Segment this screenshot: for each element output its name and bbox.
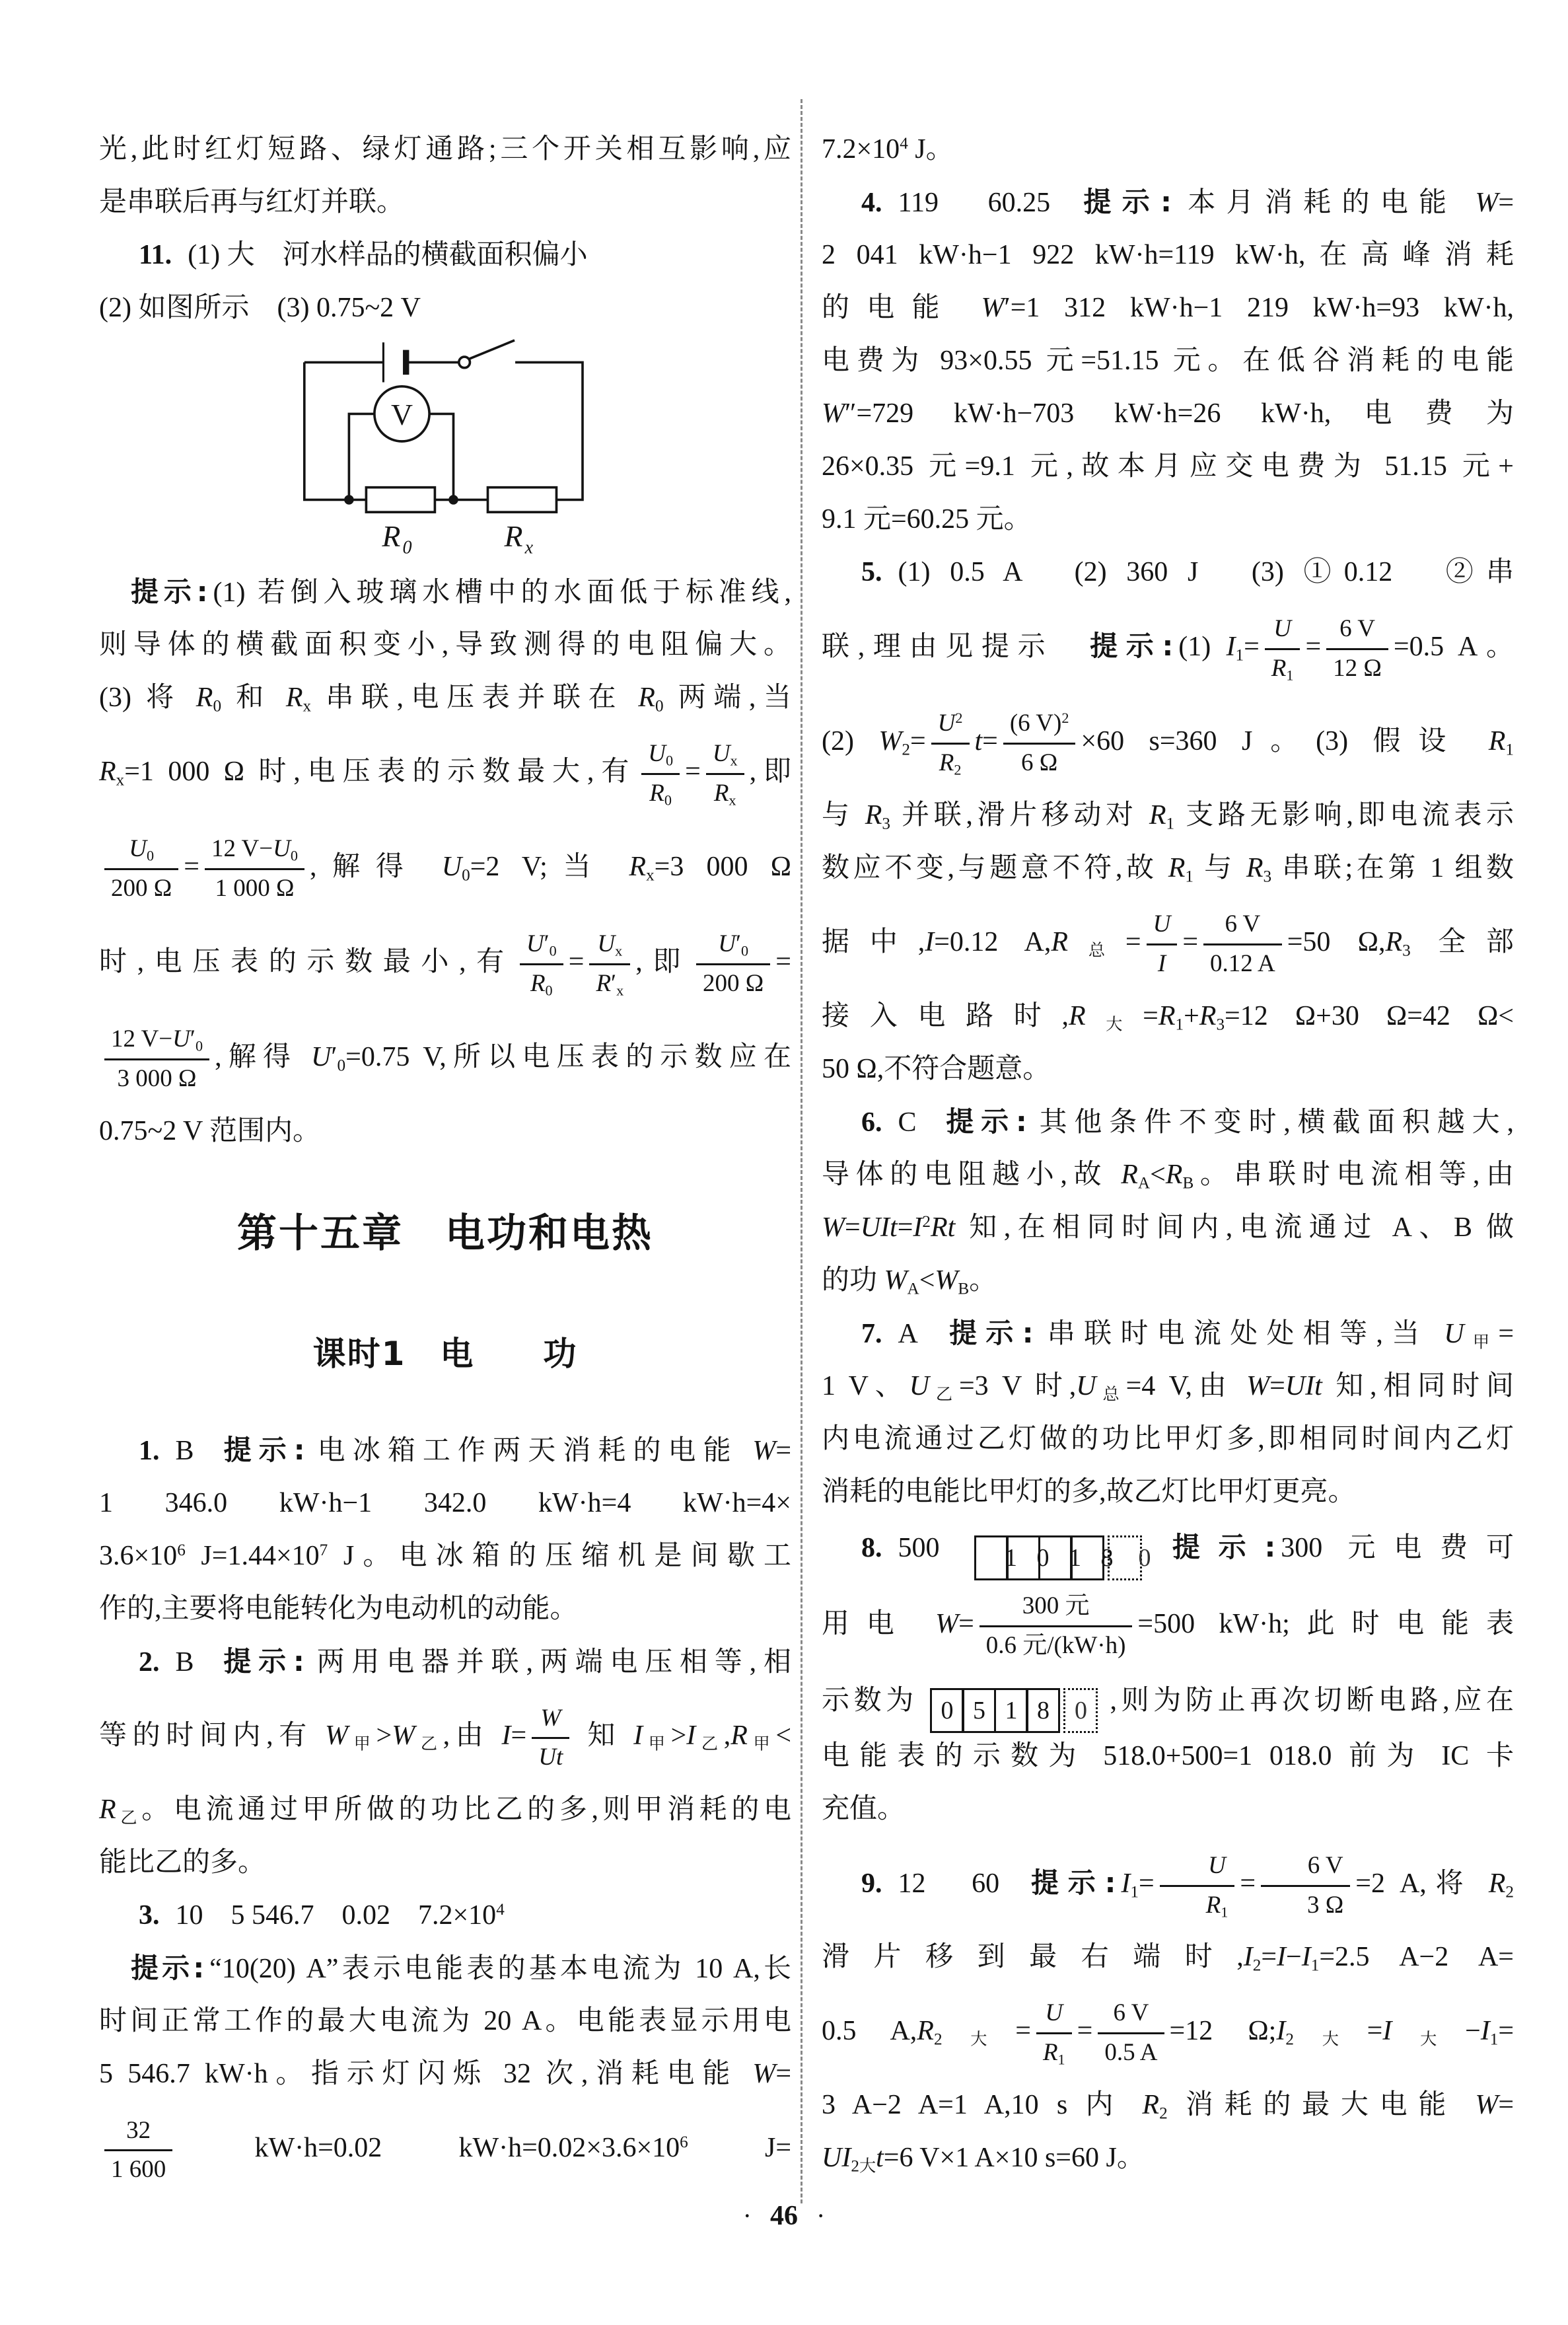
hint-label: 提示: [216, 1434, 305, 1467]
column-divider [801, 99, 802, 2203]
answer-text: (1) 大 河水样品的横截面积偏小 [188, 240, 588, 270]
formula-line [822, 694, 1514, 789]
text-run: $R_x=1$ 000 Ω 时,电压表的示数最大,有 [99, 757, 637, 790]
fraction-denominator: 3 000 Ω [117, 1064, 197, 1092]
fraction-numerator: 6 V [1261, 1851, 1350, 1887]
fraction-denominator: $R_1$ [1271, 654, 1294, 684]
circuit-wire [304, 362, 583, 499]
fraction-numerator: $U_0$ [641, 739, 680, 775]
hint-line [99, 1477, 791, 1530]
text-run: 时间正常工作的最大电流为 20 A。电能表显示用电 [99, 2006, 791, 2037]
hint-line [822, 842, 1514, 895]
fraction [1003, 708, 1076, 778]
right-column [822, 123, 1514, 2184]
fraction-numerator: U [1147, 909, 1178, 945]
fraction-denominator: $R_1$ [1042, 2038, 1065, 2068]
energy-meter-register [930, 1688, 1098, 1733]
hint-line [99, 671, 791, 724]
fraction-numerator: U [1265, 614, 1301, 650]
hint-line [822, 123, 1514, 176]
hint-label: 提示: [131, 575, 208, 608]
hint-label: 提示: [1022, 1866, 1116, 1899]
hint-line [99, 1105, 791, 1158]
fraction [1098, 1998, 1164, 2068]
answer-text: 12 60 [898, 1868, 1000, 1899]
formula-line [822, 1983, 1514, 2079]
text-run: 电冰箱工作两天消耗的电能 W= [310, 1436, 791, 1467]
meter-digit: 8 [1026, 1688, 1060, 1733]
fraction-numerator: $U'_0$ [520, 929, 563, 965]
fraction-numerator: 6 V [1326, 614, 1388, 650]
fraction-numerator: $U^2$ [931, 708, 970, 745]
fraction-denominator: $R'_x$ [596, 969, 624, 999]
answer-text: 500 [898, 1533, 940, 1563]
text-run: 充值。 [822, 1794, 906, 1824]
resistor-r0-symbol [366, 488, 435, 512]
formula-line [99, 914, 791, 1010]
fraction-denominator: 200 Ω [111, 874, 172, 902]
fraction-numerator: $U_x$ [706, 739, 744, 775]
fraction [104, 2116, 172, 2186]
hint-line [822, 281, 1514, 334]
text-run: 5 546.7 kW·h。指示灯闪烁 32 次,消耗电能 W= [99, 2059, 791, 2090]
fraction-denominator: 1 600 [111, 2156, 166, 2184]
hint-line [822, 1148, 1514, 1201]
text-run: 知 $I_甲>I_乙,R_甲<$ [575, 1720, 792, 1753]
fraction [1203, 909, 1282, 979]
fraction [589, 929, 630, 999]
resistor-r0-label: R [382, 519, 401, 554]
fraction-denominator: $R_1$ [1205, 1891, 1229, 1921]
fraction [520, 929, 563, 999]
text-run: (2) 如图所示 (3) 0.75~2 V [99, 293, 421, 323]
hint-line [822, 1931, 1514, 1983]
fraction-denominator: $R_0$ [530, 969, 553, 999]
text-run: 串联时电流处处相等,当 $U_甲=$ [1038, 1319, 1514, 1352]
fraction-numerator: 6 V [1203, 909, 1282, 945]
page-number: 46 [770, 2201, 798, 2231]
text-run: 1 346.0 kW·h−1 342.0 kW·h=4 kW·h=4× [99, 1488, 791, 1519]
hint-line [822, 334, 1514, 387]
text-run: “10(20) A”表示电能表的基本电流为 10 A,长 [209, 1954, 792, 1985]
question-number: 4. [861, 188, 882, 218]
text-run: ×60 s=360 J。(3) 假设 $R_1$ [1081, 726, 1514, 759]
text-run: 接入电路时$,R_大=R_1+R_3=12$ Ω+30 Ω=42 Ω< [822, 1001, 1514, 1034]
hint-line [822, 1783, 1514, 1835]
fraction-denominator: I [1157, 949, 1166, 977]
meter-decimal-digit: 0 [1108, 1535, 1142, 1580]
hint-line [822, 1254, 1514, 1307]
hint-label: 提示: [1090, 630, 1174, 662]
solution-text-line [99, 123, 791, 176]
meter-decimal-digit: 0 [1063, 1688, 1098, 1733]
question-1-answer [99, 1424, 791, 1477]
text-run: 消耗的电能比甲灯的多,故乙灯比甲灯更亮。 [822, 1477, 1356, 1507]
formula-line [822, 599, 1514, 694]
text-run: = [1240, 1868, 1256, 1899]
fraction [1326, 614, 1388, 684]
formula-line [99, 724, 791, 819]
fraction [931, 708, 970, 778]
question-number: 8. [861, 1533, 882, 1563]
hint-line [99, 566, 791, 618]
answer-text: (1) 0.5 A (2) 360 J (3) ①0.12 ②串 [898, 557, 1514, 587]
answer-text: B [175, 1436, 194, 1467]
text-run: 50 Ω,不符合题意。 [822, 1054, 1051, 1084]
fraction [104, 1024, 209, 1094]
hint-label: 提示: [940, 1317, 1034, 1349]
text-run: 电费为 93×0.55 元=51.15 元。在低谷消耗的电能 [822, 346, 1514, 376]
hint-line [822, 1360, 1514, 1413]
text-run: 内电流通过乙灯做的功比甲灯多,即相同时间内乙灯 [822, 1424, 1514, 1454]
text-run: 时,电压表的示数最小,有 [99, 947, 515, 977]
question-11-answer [99, 229, 791, 281]
circuit-diagram [273, 338, 617, 562]
text-run: ,解得 $U'_0=0.75$ V,所以电压表的示数应在 [215, 1042, 791, 1075]
fraction-denominator: $R_2$ [939, 749, 962, 778]
text-run: =50 $\Omega,R_3$ 全部 [1287, 927, 1514, 960]
hint-line [822, 1413, 1514, 1465]
text-run: 的功 $W_A<W_B$。 [822, 1265, 997, 1298]
text-run: =2 A,将 $R_2$ [1355, 1868, 1514, 1901]
page-footer [0, 2200, 1568, 2232]
fraction-numerator: $U'_0$ [696, 929, 770, 965]
fraction [696, 929, 770, 999]
text-run: 0.5 $A,R_{2大}=$ [822, 2016, 1031, 2049]
text-run: 0.75~2 V 范围内。 [99, 1116, 321, 1146]
hint-line [822, 387, 1514, 440]
fraction-numerator: U [1160, 1851, 1235, 1887]
text-run: =12 $\Omega;I_{2大}=I_大-I_1=$ [1169, 2016, 1515, 2049]
answer-text: B [175, 1647, 194, 1678]
fraction [1160, 1851, 1235, 1921]
formula-line [99, 2100, 791, 2196]
footer-dot: · [742, 2201, 752, 2231]
hint-line [822, 1730, 1514, 1783]
hint-line [822, 990, 1514, 1043]
meter-digit: 1 [994, 1688, 1028, 1733]
fraction [532, 1703, 569, 1773]
hint-line [99, 1582, 791, 1635]
hint-label: 提示: [939, 1105, 1027, 1138]
question-7-answer [822, 1307, 1514, 1360]
hint-line [99, 2048, 791, 2100]
fraction-denominator: 200 Ω [703, 969, 764, 997]
text-run: = [685, 757, 701, 787]
fraction-numerator: (6 V)$^2$ [1003, 708, 1076, 745]
text-run: 2 041 kW·h−1 922 kW·h=119 kW·h,在高峰消耗 [822, 240, 1514, 270]
text-run: $W=UIt=I^2Rt$ 知,在相同时间内,电流通过 A、B 做 [822, 1212, 1514, 1243]
hint-line [822, 229, 1514, 281]
text-run: $I_1=$ [1121, 1868, 1155, 1901]
fraction-numerator: W [532, 1703, 569, 1740]
text-run: 本月消耗的电能 W= [1176, 188, 1514, 218]
fraction-denominator: 3 Ω [1307, 1891, 1344, 1919]
text-run: 3 A−2 A=1 A,10 s 内 $R_2$ 消耗的最大电能 W= [822, 2090, 1514, 2123]
text-run: 是串联后再与红灯并联。 [99, 187, 405, 217]
text-run: ,即 [749, 757, 791, 787]
answer-text-line [99, 281, 791, 334]
answer-text: 联,理由见提示 [822, 632, 1054, 662]
fraction-denominator: 6 Ω [1021, 749, 1058, 776]
question-8-answer [822, 1518, 1514, 1576]
text-run: (3) 将 $R_0$ 和 $R_x$ 串联,电压表并联在 $R_0$ 两端,当 [99, 683, 791, 716]
question-6-answer [822, 1095, 1514, 1148]
formula-line [99, 1010, 791, 1105]
text-run: ,则为防止再次切断电路,应在 [1110, 1685, 1514, 1716]
text-run: = [1182, 927, 1199, 957]
text-run: t= [974, 726, 998, 757]
text-run: 则导体的横截面积变小,导致测得的电阻偏大。 [99, 630, 791, 660]
question-number: 9. [861, 1868, 882, 1899]
text-run: 数应不变,与题意不符,故 $R_1$ 与 $R_3$ 串联;在第 1 组数 [822, 853, 1514, 886]
hint-label: 提示: [1073, 186, 1172, 218]
formula-line [822, 1576, 1514, 1672]
fraction-denominator: 0.5 A [1104, 2038, 1158, 2066]
fraction [104, 834, 178, 904]
energy-meter-register [974, 1535, 1151, 1580]
hint-line [822, 2079, 1514, 2131]
chapter-heading: 第十五章 电功和电热 [237, 1210, 653, 1257]
question-3-answer [99, 1889, 791, 1942]
battery-icon [383, 342, 406, 382]
text-run: 用电 W= [822, 1609, 974, 1639]
junction-node [344, 495, 354, 505]
hint-line [99, 1836, 791, 1889]
text-run: kW·h=0.02 $kW\cdot h=0.02\times 3.6\times 10^6$ J= [178, 2133, 791, 2164]
fraction-numerator: 12 $V-U_0$ [205, 834, 304, 870]
question-number: 7. [861, 1319, 882, 1349]
question-2-answer [99, 1635, 791, 1688]
resistor-rx-label-sub: x [524, 537, 534, 558]
meter-digit: 0 [930, 1688, 964, 1733]
left-column [99, 123, 791, 2196]
fraction-denominator: 0.12 A [1210, 949, 1275, 977]
question-number: 1. [139, 1436, 160, 1467]
answer-text: 119 60.25 [898, 188, 1051, 218]
text-run: ,解得 $U_0=2$ V;当 $R_x=3$ 000 Ω [309, 852, 791, 885]
resistor-rx-label: R [504, 519, 523, 554]
answer-text: 10 5 546.7 0.02 $7.2\times 10^4$ [175, 1900, 505, 1931]
hint-line [822, 789, 1514, 842]
fraction [1036, 1998, 1072, 2068]
hint-line [99, 1995, 791, 2048]
fraction [980, 1591, 1133, 1661]
solution-text-line [99, 176, 791, 229]
text-run: 光,此时红灯短路、绿灯通路;三个开关相互影响,应 [99, 134, 791, 165]
text-run: $UI_{2大}t=6$ V×1 A×10 s=60 J。 [822, 2143, 1145, 2176]
hint-label: 提示: [216, 1645, 304, 1678]
voltmeter-label: V [390, 398, 413, 432]
answer-text: C [898, 1107, 917, 1138]
fraction-numerator: 300 元 [980, 1591, 1133, 1627]
answer-text: A [898, 1319, 918, 1349]
fraction-numerator: 12 $V-U'_0$ [104, 1024, 209, 1060]
question-9-answer [822, 1835, 1514, 1931]
resistor-rx-symbol [487, 488, 556, 512]
text-run: ,即 [635, 947, 692, 977]
formula-line [822, 895, 1514, 990]
hint-label: 提示: [1154, 1531, 1276, 1563]
hint-line [822, 440, 1514, 493]
fraction-denominator: 1 000 Ω [215, 874, 295, 902]
text-run: = [1077, 2016, 1093, 2046]
question-4-answer [822, 176, 1514, 229]
lesson-heading: 课时1 电 功 [312, 1334, 578, 1373]
text-run: =0.5 A。 [1393, 632, 1514, 662]
text-run: $7.2\times 10^4$ J。 [822, 134, 954, 165]
text-run: 据中,I=0.12 $A,R_总=$ [822, 927, 1141, 960]
fraction-numerator: $U_0$ [104, 834, 178, 870]
hint-label: 提示: [131, 1952, 205, 1985]
text-run: 1 V、$U_乙=3$ V 时$,U_总=4$ V,由 W=UIt 知,相同时间 [822, 1371, 1515, 1404]
formula-line [99, 1688, 791, 1783]
text-run: 示数为 [822, 1685, 918, 1716]
hint-line [822, 1043, 1514, 1095]
text-run: 的电能 W′=1 312 kW·h−1 219 kW·h=93 kW·h, [822, 293, 1514, 323]
text-run: 300 元电费可 [1281, 1533, 1514, 1563]
text-run: 其他条件不变时,横截面积越大, [1032, 1107, 1514, 1138]
text-run: 与 $R_3$ 并联,滑片移动对 $R_1$ 支路无影响,即电流表示 [822, 800, 1514, 833]
fraction-denominator: $R_x$ [713, 779, 736, 809]
text-run: 9.1 元=60.25 元。 [822, 504, 1032, 535]
hint-line [99, 1942, 791, 1995]
hint-line [822, 1672, 1514, 1730]
fraction [205, 834, 304, 904]
fraction [706, 739, 744, 809]
fraction-numerator: U [1036, 1998, 1072, 2034]
meter-digit: 8 [1070, 1535, 1104, 1580]
text-run: (2) $W_2=$ [822, 726, 926, 759]
meter-digit: 5 [962, 1688, 996, 1733]
fraction-denominator: $R_0$ [649, 779, 672, 809]
resistor-r0-label-sub: 0 [402, 537, 412, 558]
text-run: 能比乙的多。 [99, 1847, 266, 1878]
hint-line [822, 1465, 1514, 1518]
text-run: 作的,主要将电能转化为电动机的动能。 [99, 1594, 578, 1625]
question-number: 2. [139, 1647, 160, 1678]
fraction-denominator: 12 Ω [1333, 654, 1382, 682]
text-run: = [568, 947, 585, 977]
fraction [1265, 614, 1301, 684]
switch-icon [459, 340, 515, 368]
fraction [641, 739, 680, 809]
text-run: $3.6\times 10^6$ $J=1.44\times 10^7$ J。电冰箱的压缩机是间歇工 [99, 1541, 791, 1572]
junction-node [448, 495, 458, 505]
footer-dot: · [816, 2201, 826, 2231]
hint-line [822, 1201, 1514, 1254]
question-5-answer [822, 546, 1514, 599]
hint-line [822, 2131, 1514, 2184]
text-run: =500 kW·h;此时电能表 [1137, 1609, 1514, 1639]
text-run: = [1305, 632, 1322, 662]
meter-digit: 0 [1006, 1535, 1040, 1580]
circuit-figure [99, 334, 791, 566]
text-run: 滑片移到最右端时$,I_2=I-I_1=2.5$ A−2 A= [822, 1942, 1514, 1975]
text-run: 两用电器并联,两端电压相等,相 [309, 1647, 791, 1678]
hint-line [822, 493, 1514, 546]
text-run: $R_乙$。电流通过甲所做的功比乙的多,则甲消耗的电 [99, 1794, 791, 1827]
meter-digit: 1 [974, 1535, 1009, 1580]
text-run: (1) 若倒入玻璃水槽中的水面低于标准线, [213, 577, 792, 608]
formula-line [99, 819, 791, 914]
meter-digit: 1 [1038, 1535, 1073, 1580]
text-run: W″=729 kW·h−703 kW·h=26 kW·h,电费为 [822, 398, 1514, 429]
question-number: 3. [139, 1900, 160, 1931]
question-number: 5. [861, 557, 882, 587]
text-run: = [775, 947, 791, 977]
question-number: 6. [861, 1107, 882, 1138]
hint-line [99, 1783, 791, 1836]
text-run: 电能表的示数为 518.0+500=1 018.0 前为 IC 卡 [822, 1741, 1514, 1771]
fraction [1261, 1851, 1350, 1921]
fraction-numerator: 6 V [1098, 1998, 1164, 2034]
hint-line [99, 618, 791, 671]
text-run: 26×0.35 元=9.1 元,故本月应交电费为 51.15 元+ [822, 451, 1514, 482]
text-run: 等的时间内,有 $W_甲>W_乙$,由 I= [99, 1720, 527, 1753]
text-run: = [184, 852, 199, 882]
text-run: 导体的电阻越小,故 $R_A<R_B$。串联时电流相等,由 [822, 1160, 1514, 1193]
fraction-numerator: $U_x$ [589, 929, 630, 965]
fraction [1147, 909, 1178, 979]
fraction-denominator: Ut [538, 1744, 563, 1771]
hint-line [99, 1530, 791, 1582]
text-run: (1) $I_1=$ [1178, 632, 1260, 665]
fraction-numerator: 32 [104, 2116, 172, 2152]
fraction-denominator: 0.6 元/(kW·h) [985, 1631, 1126, 1659]
question-number: 11. [139, 240, 172, 270]
